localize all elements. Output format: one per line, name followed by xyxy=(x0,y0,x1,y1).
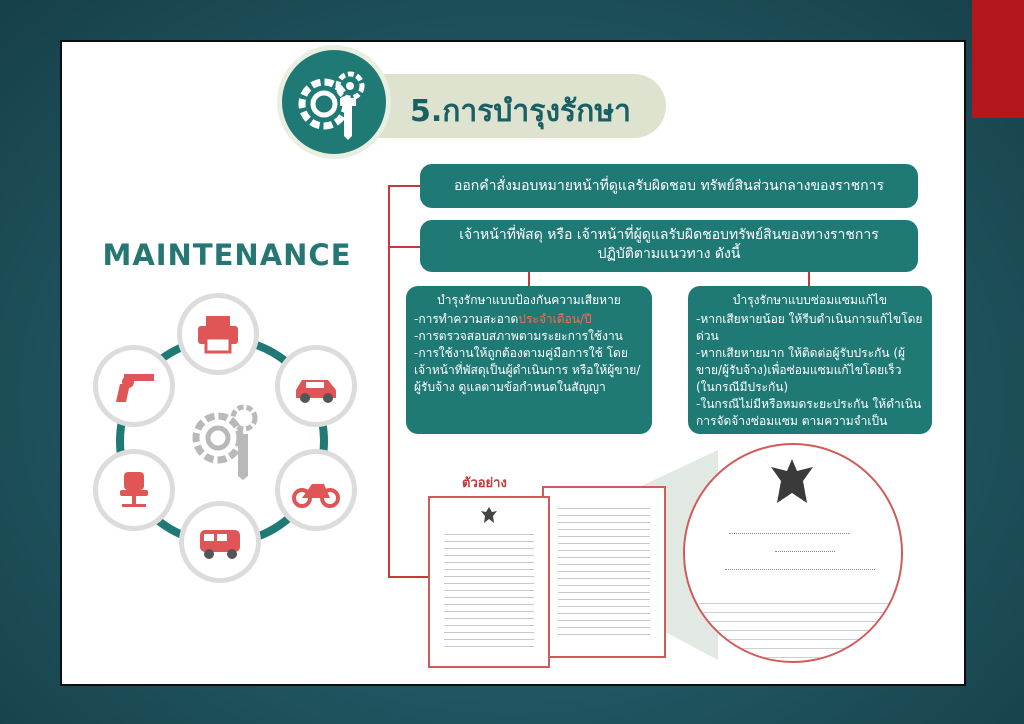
officer-bar xyxy=(420,220,918,272)
document-page xyxy=(542,486,666,658)
corrective-heading: บำรุงรักษาแบบซ่อมแซมแก้ไข xyxy=(732,293,888,307)
motorcycle-icon xyxy=(280,454,352,526)
page-title: 5.การบำรุงรักษา xyxy=(410,94,631,129)
gear-wrench-icon xyxy=(282,50,386,154)
police-van-icon xyxy=(184,506,256,578)
corrective-item: -หากเสียหายมาก ให้ติดต่อผู้รับประกัน (ผู้ขาย/ผู้รับจ้าง)เพื่อซ่อมแซมแก้ไขโดยเร็ว (ในกรณีมีประกัน) xyxy=(696,346,906,394)
corrective-maintenance-box xyxy=(688,286,932,434)
corrective-item: -ในกรณีไม่มีหรือหมดระยะประกัน ให้ดำเนินการจัดจ้างซ่อมแซม ตามความจำเป็น xyxy=(696,397,922,428)
document-page xyxy=(428,496,550,668)
zoomed-document xyxy=(683,443,903,663)
document-text-lines xyxy=(444,528,534,650)
printer-icon xyxy=(182,298,254,370)
garuda-emblem-icon xyxy=(767,457,817,507)
zoom-text-line xyxy=(729,523,849,534)
officer-bar-line: ปฏิบัติตามแนวทาง ดังนี้ xyxy=(597,246,741,262)
assignment-bar: ออกคำสั่งมอบหมายหน้าที่ดูแลรับผิดชอบ ทรัพย์สินส่วนกลางของราชการ xyxy=(420,164,918,208)
connector-line xyxy=(388,185,390,577)
highlight-text: ประจำเดือน/ปี xyxy=(518,312,592,326)
garuda-emblem-icon xyxy=(480,506,498,524)
connector-line xyxy=(388,576,430,578)
preventive-maintenance-box xyxy=(406,286,652,434)
preventive-item xyxy=(414,311,644,328)
office-chair-icon xyxy=(98,454,170,526)
officer-bar-line: เจ้าหน้าที่พัสดุ หรือ เจ้าหน้าที่ผู้ดูแลรับผิดชอบทรัพย์สินของทางราชการ xyxy=(459,227,879,243)
connector-line xyxy=(388,246,422,248)
preventive-item-text: -การทำความสะอาด xyxy=(414,312,519,326)
gear-wrench-icon xyxy=(180,388,276,484)
sample-label: ตัวอย่าง xyxy=(462,476,507,491)
connector-line xyxy=(528,272,530,286)
revolver-icon xyxy=(98,350,170,422)
zoom-text-line xyxy=(725,559,875,570)
red-corner-accent xyxy=(972,0,1024,118)
connector-line xyxy=(388,185,422,187)
preventive-item: -การใช้งานให้ถูกต้องตามคู่มือการใช้ โดยเจ้าหน้าที่พัสดุเป็นผู้ดำเนินการ หรือให้ผู้ขาย/ผู้รับจ้าง ดูแลตามข้อกำหนดในสัญญา xyxy=(414,346,641,394)
preventive-heading: บำรุงรักษาแบบป้องกันความเสียหาย xyxy=(437,293,621,307)
connector-line xyxy=(808,272,810,286)
corrective-item: -หากเสียหายน้อย ให้รีบดำเนินการแก้ไขโดยด่วน xyxy=(696,312,923,343)
document-text-lines xyxy=(558,502,650,640)
police-car-icon xyxy=(280,350,352,422)
zoom-text-line xyxy=(775,541,835,552)
document-text-lines xyxy=(699,595,901,659)
maintenance-heading: MAINTENANCE xyxy=(102,238,352,272)
preventive-item: -การตรวจสอบสภาพตามระยะการใช้งาน xyxy=(414,329,623,343)
